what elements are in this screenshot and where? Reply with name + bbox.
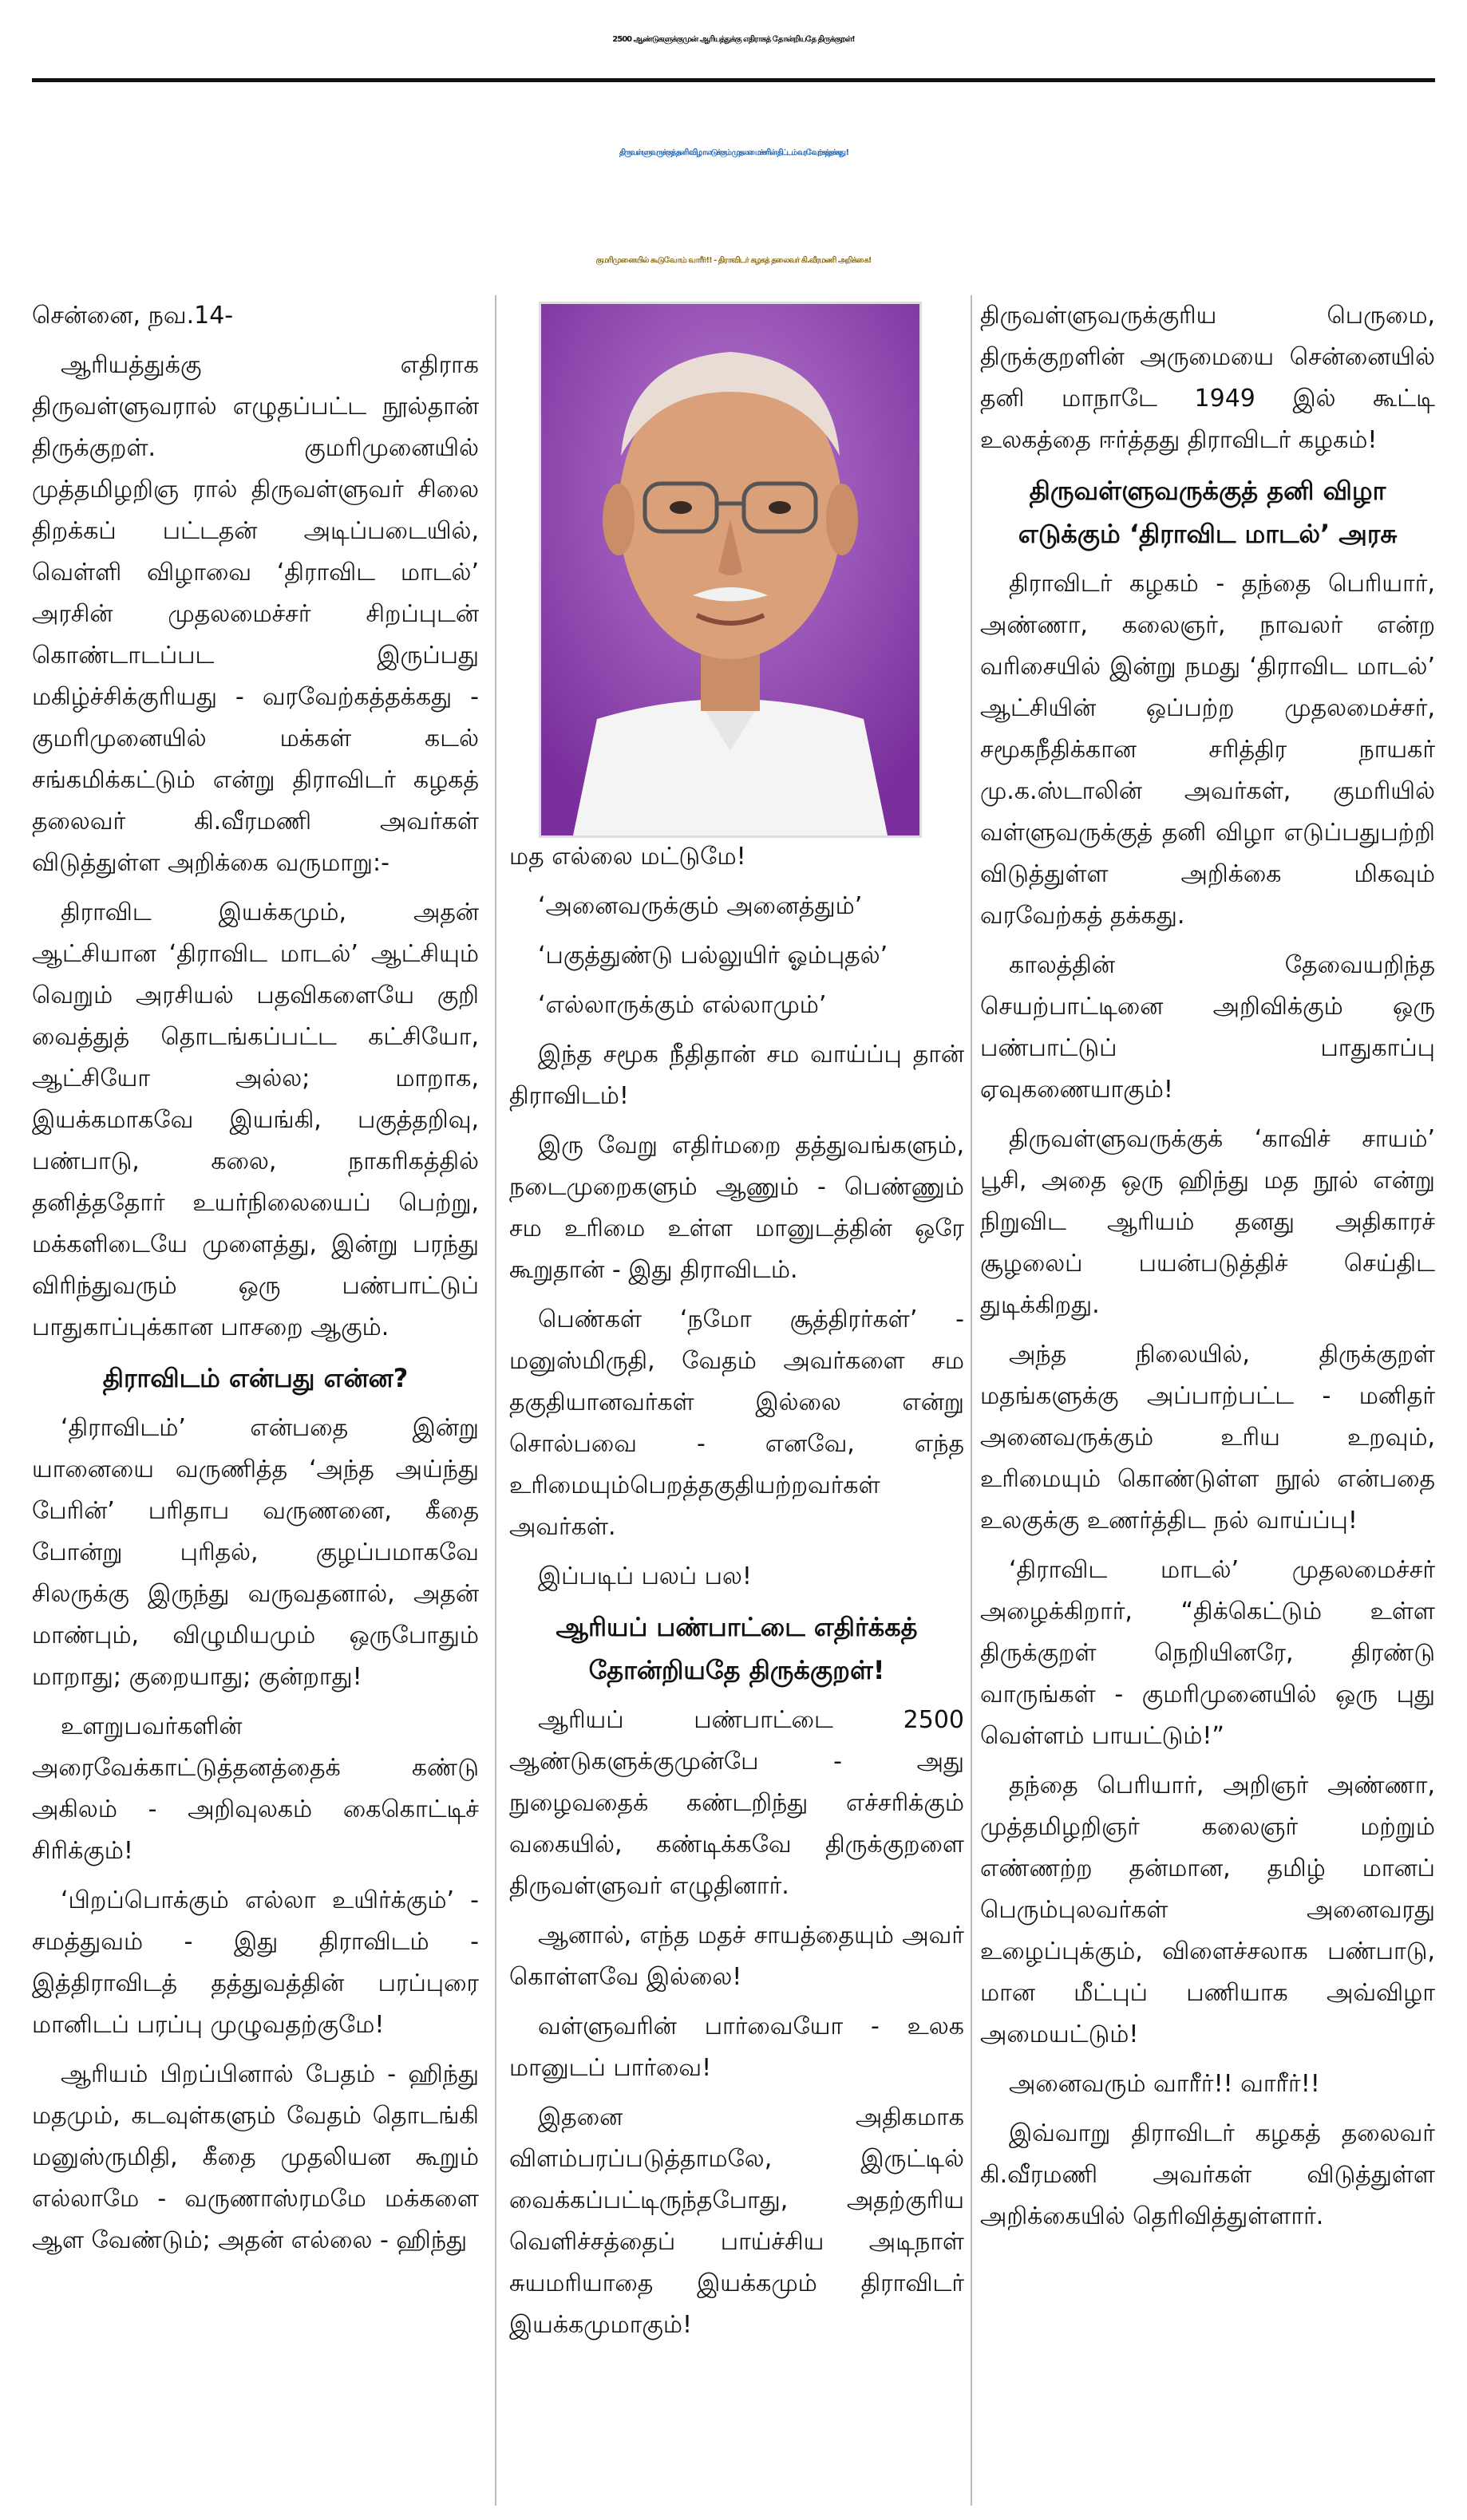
article-paragraph: இதனை அதிகமாக விளம்பரப்படுத்தாமலே, இருட்டில் வைக்கப்பட்டிருந்தபோது, அதற்குரிய வெளிச்சத்தைப் பாய்ச்சிய அடிநாள் சுயமரியாதை இயக்கமும் திராவிடர் இயக்கமுமாகும்! [509, 2103, 964, 2339]
article-paragraph: திராவிடர் கழகம் - தந்தை பெரியார், அண்ணா, கலைஞர், நாவலர் என்ற வரிசையில் இன்று நமது ‘திராவிட மாடல்’ ஆட்சியின் ஒப்பற்ற முதலமைச்சர், சமூகநீதிக்கான சரித்திர நாயகர் மு.க.ஸ்டாலின் அவர்கள், குமரியில் வள்ளுவருக்குத் தனி விழா எடுப்பதுபற்றி விடுத்துள்ள அறிக்கை மிகவும் வரவேற்கத் தக்கது. [980, 570, 1435, 930]
article-paragraph: இப்படிப் பலப் பல! [538, 1562, 752, 1590]
article-column-2 [509, 836, 964, 2504]
article-paragraph: திருவள்ளுவருக்குக் ‘காவிச் சாயம்’ பூசி, அதை ஒரு ஹிந்து மத நூல் என்று நிறுவிட ஆரியம் தனது அதிகாரச் சூழலைப் பயன்படுத்திச் செய்திட துடிக்கிறது. [980, 1125, 1435, 1319]
article-paragraph: ‘அனைவருக்கும் அனைத்தும்’ [538, 892, 863, 920]
article-paragraph: ‘திராவிட மாடல்’ முதலமைச்சர் அழைக்கிறார், “திக்கெட்டும் உள்ள திருக்குறள் நெறியினரே, திரண்டு வாருங்கள் - குமரிமுனையில் ஒரு புது வெள்ளம் பாயட்டும்!” [980, 1556, 1435, 1750]
article-paragraph: அனைவரும் வாரீர்!! வாரீர்!! [1009, 2070, 1320, 2098]
column-divider-1 [495, 295, 496, 2506]
article-paragraph: மத எல்லை மட்டுமே! [509, 843, 746, 871]
article-paragraph: திராவிட இயக்கமும், அதன் ஆட்சியான ‘திராவிட மாடல்’ ஆட்சியும் வெறும் அரசியல் பதவிகளையே குறி வைத்துத் தொடங்கப்பட்ட கட்சியோ, ஆட்சியோ அல்ல; மாறாக, இயக்கமாகவே இயங்கி, பகுத்தறிவு, பண்பாடு, கலை, நாகரிகத்தில் தனித்ததோர் உயர்நிலையைப் பெற்று, மக்களிடையே முளைத்து, இன்று பரந்து விரிந்துவரும் ஒரு பண்பாட்டுப் பாதுகாப்புக்கான பாசறை ஆகும். [32, 899, 479, 1341]
article-column-1 [32, 295, 479, 2498]
subheadline: குமரிமுனையில் கூடுவோம் வாரீர்!! - திராவிடர் கழகத் தலைவர் கி.வீரமணி அறிக்கை! [595, 256, 872, 265]
article-paragraph: ‘பகுத்துண்டு பல்லுயிர் ஓம்புதல்’ [538, 942, 888, 970]
article-paragraph: இவ்வாறு திராவிடர் கழகத் தலைவர் கி.வீரமணி அவர்கள் விடுத்துள்ள அறிக்கையில் தெரிவித்துள்ளார். [980, 2119, 1435, 2230]
article-paragraph: ஆரியத்துக்கு எதிராக திருவள்ளுவரால் எழுதப்பட்ட நூல்தான் திருக்குறள். குமரிமுனையில் முத்தமிழறிஞ ரால் திருவள்ளுவர் சிலை திறக்கப் பட்டதன் அடிப்படையில், வெள்ளி விழாவை ‘திராவிட மாடல்’ அரசின் முதலமைச்சர் சிறப்புடன் கொண்டாடப்பட இருப்பது மகிழ்ச்சிக்குரியது - வரவேற்கத்தக்கது - குமரிமுனையில் மக்கள் கடல் சங்கமிக்கட்டும் என்று திராவிடர் கழகத் தலைவர் கி.வீரமணி அவர்கள் விடுத்துள்ள அறிக்கை வருமாறு:- [32, 351, 479, 877]
article-paragraph: ‘எல்லாருக்கும் எல்லாமும்’ [538, 991, 827, 1019]
article-paragraph: உளறுபவர்களின் அரைவேக்காட்டுத்தனத்தைக் கண்டு அகிலம் - அறிவுலகம் கைகொட்டிச் சிரிக்கும்! [32, 1712, 479, 1865]
section-heading: ஆரியப் பண்பாட்டை எதிர்க்கத் தோன்றியதே திருக்குறள்! [556, 1612, 918, 1685]
article-paragraph: இந்த சமூக நீதிதான் சம வாய்ப்பு தான் திராவிடம்! [509, 1041, 964, 1110]
article-paragraph: இரு வேறு எதிர்மறை தத்துவங்களும், நடைமுறைகளும் ஆணும் - பெண்ணும் சம உரிமை உள்ள மானுடத்தின் ஒரே கூறுதான் - இது திராவிடம். [509, 1132, 964, 1284]
article-paragraph: பெண்கள் ‘நமோ சூத்திரர்கள்’ - மனுஸ்மிருதி, வேதம் அவர்களை சம தகுதியானவர்கள் இல்லை என்று சொல்பவை - எனவே, எந்த உரிமையும்பெறத்தகுதியற்றவர்கள் அவர்கள். [509, 1305, 964, 1541]
section-heading: திருவள்ளுவருக்குத் தனி விழா எடுக்கும் ‘திராவிட மாடல்’ அரசு [1018, 476, 1398, 549]
article-paragraph: சென்னை, நவ.14- [32, 302, 234, 330]
portrait-illustration [541, 304, 919, 835]
article-paragraph: ஆனால், எந்த மதச் சாயத்தையும் அவர் கொள்ளவே இல்லை! [509, 1922, 964, 1991]
article-paragraph: காலத்தின் தேவையறிந்த செயற்பாட்டினை அறிவிக்கும் ஒரு பண்பாட்டுப் பாதுகாப்பு ஏவுகணையாகும்! [980, 951, 1435, 1104]
main-headline: திருவள்ளுவருக்குத் தனி விழா எடுக்கும் முதலமைச்சரின் திட்டம் வரவேற்கத்தக்கது ! [619, 148, 848, 157]
column-divider-2 [971, 295, 972, 2506]
article-paragraph: வள்ளுவரின் பார்வையோ - உலக மானுடப் பார்வை! [509, 2012, 964, 2082]
article-paragraph: ‘திராவிடம்’ என்பதை இன்று யானையை வருணித்த ‘அந்த அய்ந்து பேரின்’ பரிதாப வருணனை, கீதை போன்று புரிதல், குழப்பமாகவே சிலருக்கு இருந்து வருவதனால், அதன் மாண்பும், விழுமியமும் ஒருபோதும் மாறாது; குறையாது; குன்றாது! [32, 1414, 479, 1691]
article-paragraph: திருவள்ளுவருக்குரிய பெருமை, திருக்குறளின் அருமையை சென்னையில் தனி மாநாடே 1949 இல் கூட்டி உலகத்தை ஈர்த்தது திராவிடர் கழகம்! [980, 302, 1435, 454]
portrait-photo [539, 302, 922, 838]
section-heading: திராவிடம் என்பது என்ன? [102, 1363, 409, 1393]
article-paragraph: அந்த நிலையில், திருக்குறள் மதங்களுக்கு அப்பாற்பட்ட - மனிதர் அனைவருக்கும் உரிய உறவும், உரிமையும் கொண்டுள்ள நூல் என்பதை உலகுக்கு உணர்த்திட நல் வாய்ப்பு! [980, 1341, 1435, 1535]
article-paragraph: ‘பிறப்பொக்கும் எல்லா உயிர்க்கும்’ - சமத்துவம் - இது திராவிடம் - இத்திராவிடத் தத்துவத்தின் பரப்புரை மானிடப் பரப்பு முழுவதற்குமே! [32, 1886, 479, 2039]
kicker-underline [32, 78, 1435, 82]
article-column-3 [980, 295, 1435, 2498]
kicker-headline: 2500 ஆண்டுகளுக்குமுன் ஆரியத்துக்கு எதிராகத் தோன்றியதே திருக்குறள்! [612, 35, 855, 44]
article-paragraph: ஆரியப் பண்பாட்டை 2500 ஆண்டுகளுக்குமுன்பே - அது நுழைவதைக் கண்டறிந்து எச்சரிக்கும் வகையில், கண்டிக்கவே திருக்குறளை திருவள்ளுவர் எழுதினார். [509, 1706, 964, 1900]
article-paragraph: ஆரியம் பிறப்பினால் பேதம் - ஹிந்து மதமும், கடவுள்களும் வேதம் தொடங்கி மனுஸ்ருமிதி, கீதை முதலியன கூறும் எல்லாமே - வருணாஸ்ரமமே மக்களை ஆள வேண்டும்; அதன் எல்லை - ஹிந்து [32, 2060, 479, 2254]
article-paragraph: தந்தை பெரியார், அறிஞர் அண்ணா, முத்தமிழறிஞர் கலைஞர் மற்றும் எண்ணற்ற தன்மான, தமிழ் மானப் பெரும்புலவர்கள் அனைவரது உழைப்புக்கும், விளைச்சலாக பண்பாடு, மான மீட்புப் பணியாக அவ்விழா அமையட்டும்! [980, 1772, 1435, 2048]
